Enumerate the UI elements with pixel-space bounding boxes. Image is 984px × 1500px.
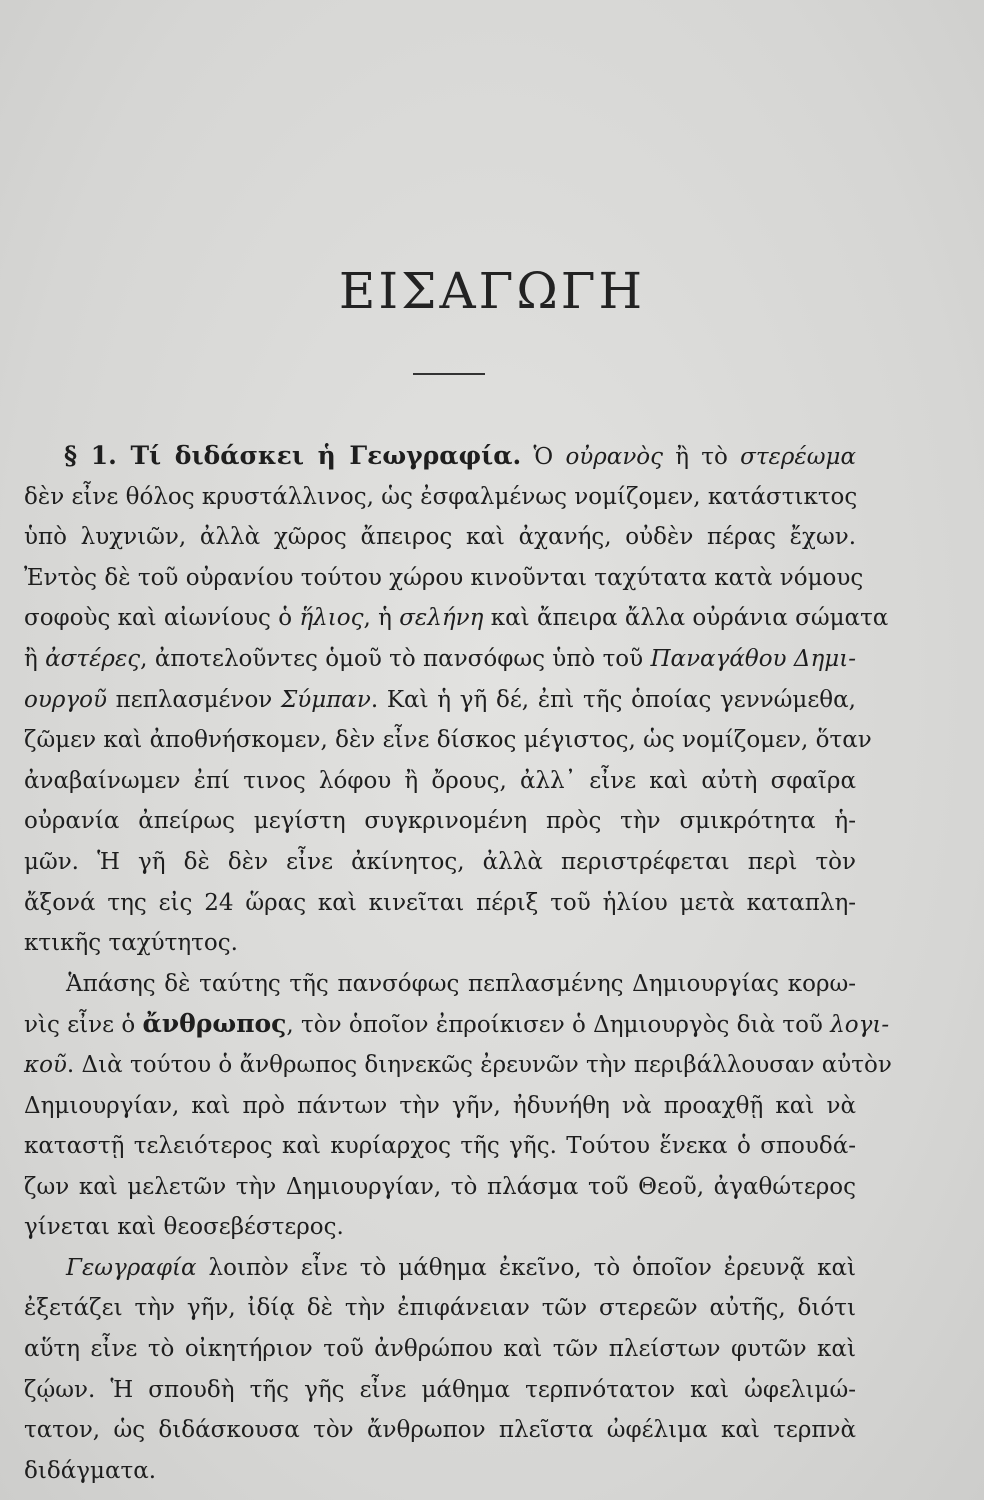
- text-line: [24, 639, 856, 680]
- italic-text: ἥλιος: [299, 605, 364, 632]
- text-segment: καὶ ἄπειρα ἄλλα οὐράνια σώματα: [483, 605, 889, 632]
- italic-text: λογι-: [830, 1012, 890, 1039]
- text-segment: αὕτη εἶνε τὸ οἰκητήριον τοῦ ἀνθρώπου καὶ τῶν πλείστων φυτῶν καὶ: [24, 1336, 856, 1363]
- paragraph: [24, 436, 889, 964]
- italic-text: στερέωμα: [740, 444, 856, 470]
- italic-text: οὐρανὸς: [565, 444, 664, 470]
- text-segment: οὐρανία ἀπείρως μεγίστη συγκρινομένη πρὸς τὴν σμικρότητα ἡ-: [24, 808, 856, 835]
- italic-text: Σύμπαν: [281, 686, 371, 713]
- text-line: [24, 598, 889, 639]
- text-segment: δὲν εἶνε θόλος κρυστάλλινος, ὡς ἐσφαλμένως νομίζομεν, κατάστικτος: [24, 483, 858, 510]
- text-segment: κτικῆς ταχύτητος.: [24, 930, 238, 957]
- italic-text: κοῦ: [24, 1051, 67, 1078]
- text-line: [24, 436, 856, 477]
- text-segment: τατον, ὡς διδάσκουσα τὸν ἄνθρωπον πλεῖστα ὠφέλιμα καὶ τερπνὰ: [24, 1417, 856, 1444]
- text-line: [24, 558, 864, 599]
- text-segment: ἀναβαίνωμεν ἐπί τινος λόφου ἢ ὄρους, ἀλλ᾿ εἶνε καὶ αὐτὴ σφαῖρα: [24, 767, 856, 794]
- text-segment: . Καὶ ἡ γῆ δέ, ἐπὶ τῆς ὁποίας γεννώμεθα,: [370, 686, 856, 713]
- text-segment: γίνεται καὶ θεοσεβέστερος.: [24, 1214, 344, 1241]
- page-title: ΕΙΣΑΓΩΓΗ: [338, 262, 646, 320]
- text-segment: ἢ τὸ: [663, 444, 741, 470]
- text-segment: ἢ: [24, 645, 46, 672]
- text-segment: μῶν. Ἡ γῆ δὲ δὲν εἶνε ἀκίνητος, ἀλλὰ περιστρέφεται περὶ τὸν: [24, 848, 856, 875]
- text-line: [24, 1288, 856, 1329]
- text-segment: ζῶμεν καὶ ἀποθνήσκομεν, δὲν εἶνε δίσκος μέγιστος, ὡς νομίζομεν, ὅταν: [24, 727, 872, 754]
- text-segment: νὶς εἶνε ὁ: [24, 1012, 143, 1039]
- bold-text: § 1. Τί διδάσκει ἡ Γεωγραφία.: [64, 441, 522, 470]
- italic-text: ουργοῦ: [24, 686, 107, 713]
- text-segment: Ὁ: [521, 444, 566, 470]
- text-line: [24, 1004, 890, 1045]
- text-line: [24, 1370, 856, 1411]
- text-segment: Ἐντὸς δὲ τοῦ οὐρανίου τούτου χώρου κινοῦνται ταχύτατα κατὰ νόμους: [24, 564, 864, 591]
- text-segment: Δημιουργίαν, καὶ πρὸ πάντων τὴν γῆν, ἠδυνήθη νὰ προαχθῇ καὶ νὰ: [24, 1092, 856, 1119]
- text-line: [24, 761, 856, 802]
- text-segment: λοιπὸν εἶνε τὸ μάθημα ἐκεῖνο, τὸ ὁποῖον ἐρευνᾷ καὶ: [196, 1254, 856, 1281]
- text-line: [24, 964, 856, 1005]
- text-line: [24, 1207, 856, 1248]
- text-line: [24, 883, 856, 924]
- text-line: [24, 1451, 856, 1492]
- text-segment: Ἁπάσης δὲ ταύτης τῆς πανσόφως πεπλασμένης Δημιουργίας κορω-: [66, 970, 856, 997]
- text-segment: , τὸν ὁποῖον ἐπροίκισεν ὁ Δημιουργὸς διὰ τοῦ: [286, 1012, 831, 1039]
- text-segment: ζῴων. Ἡ σπουδὴ τῆς γῆς εἶνε μάθημα τερπνότατον καὶ ὠφελιμώ-: [24, 1376, 856, 1403]
- text-line: [24, 923, 856, 964]
- text-line: [24, 477, 856, 518]
- paragraph: [24, 964, 892, 1248]
- text-segment: καταστῇ τελειότερος καὶ κυρίαρχος τῆς γῆς. Τούτου ἕνεκα ὁ σπουδά-: [24, 1133, 856, 1160]
- text-segment: , ἡ: [363, 605, 400, 632]
- italic-text: σελήνη: [399, 605, 484, 632]
- text-segment: διδάγματα.: [24, 1457, 157, 1484]
- bold-text: ἄνθρωπος: [142, 1009, 287, 1039]
- text-line: [24, 1086, 856, 1127]
- italic-text: Γεωγραφία: [66, 1254, 197, 1281]
- text-line: [24, 1329, 856, 1370]
- text-line: [24, 1248, 856, 1289]
- text-line: [24, 1167, 856, 1208]
- paragraph: [24, 1248, 856, 1492]
- text-segment: πεπλασμένον: [106, 686, 281, 713]
- body-text: [24, 436, 892, 1491]
- italic-text: Παναγάθου Δημι-: [650, 645, 857, 672]
- text-segment: , ἀποτελοῦντες ὁμοῦ τὸ πανσόφως ὑπὸ τοῦ: [140, 645, 651, 672]
- text-line: [24, 680, 856, 721]
- text-segment: . Διὰ τούτου ὁ ἄνθρωπος διηνεκῶς ἐρευνῶν τὴν περιβάλλουσαν αὐτὸν: [66, 1051, 892, 1078]
- text-segment: σοφοὺς καὶ αἰωνίους ὁ: [24, 605, 300, 632]
- text-line: [24, 1126, 856, 1167]
- text-line: [24, 1045, 892, 1086]
- text-segment: ζων καὶ μελετῶν τὴν Δημιουργίαν, τὸ πλάσμα τοῦ Θεοῦ, ἀγαθώτερος: [24, 1173, 856, 1200]
- italic-text: ἀστέρες: [45, 645, 141, 672]
- text-segment: ἐξετάζει τὴν γῆν, ἰδίᾳ δὲ τὴν ἐπιφάνειαν τῶν στερεῶν αὐτῆς, διότι: [24, 1295, 856, 1322]
- text-line: [24, 517, 856, 558]
- text-segment: ὑπὸ λυχνιῶν, ἀλλὰ χῶρος ἄπειρος καὶ ἀχανής, οὐδὲν πέρας ἔχων.: [24, 524, 856, 551]
- text-line: [24, 842, 856, 883]
- text-line: [24, 801, 856, 842]
- text-segment: ἄξονά της εἰς 24 ὥρας καὶ κινεῖται πέριξ τοῦ ἡλίου μετὰ καταπλη-: [24, 889, 856, 916]
- text-line: [24, 720, 872, 761]
- text-line: [24, 1410, 856, 1451]
- title-divider: [413, 373, 485, 375]
